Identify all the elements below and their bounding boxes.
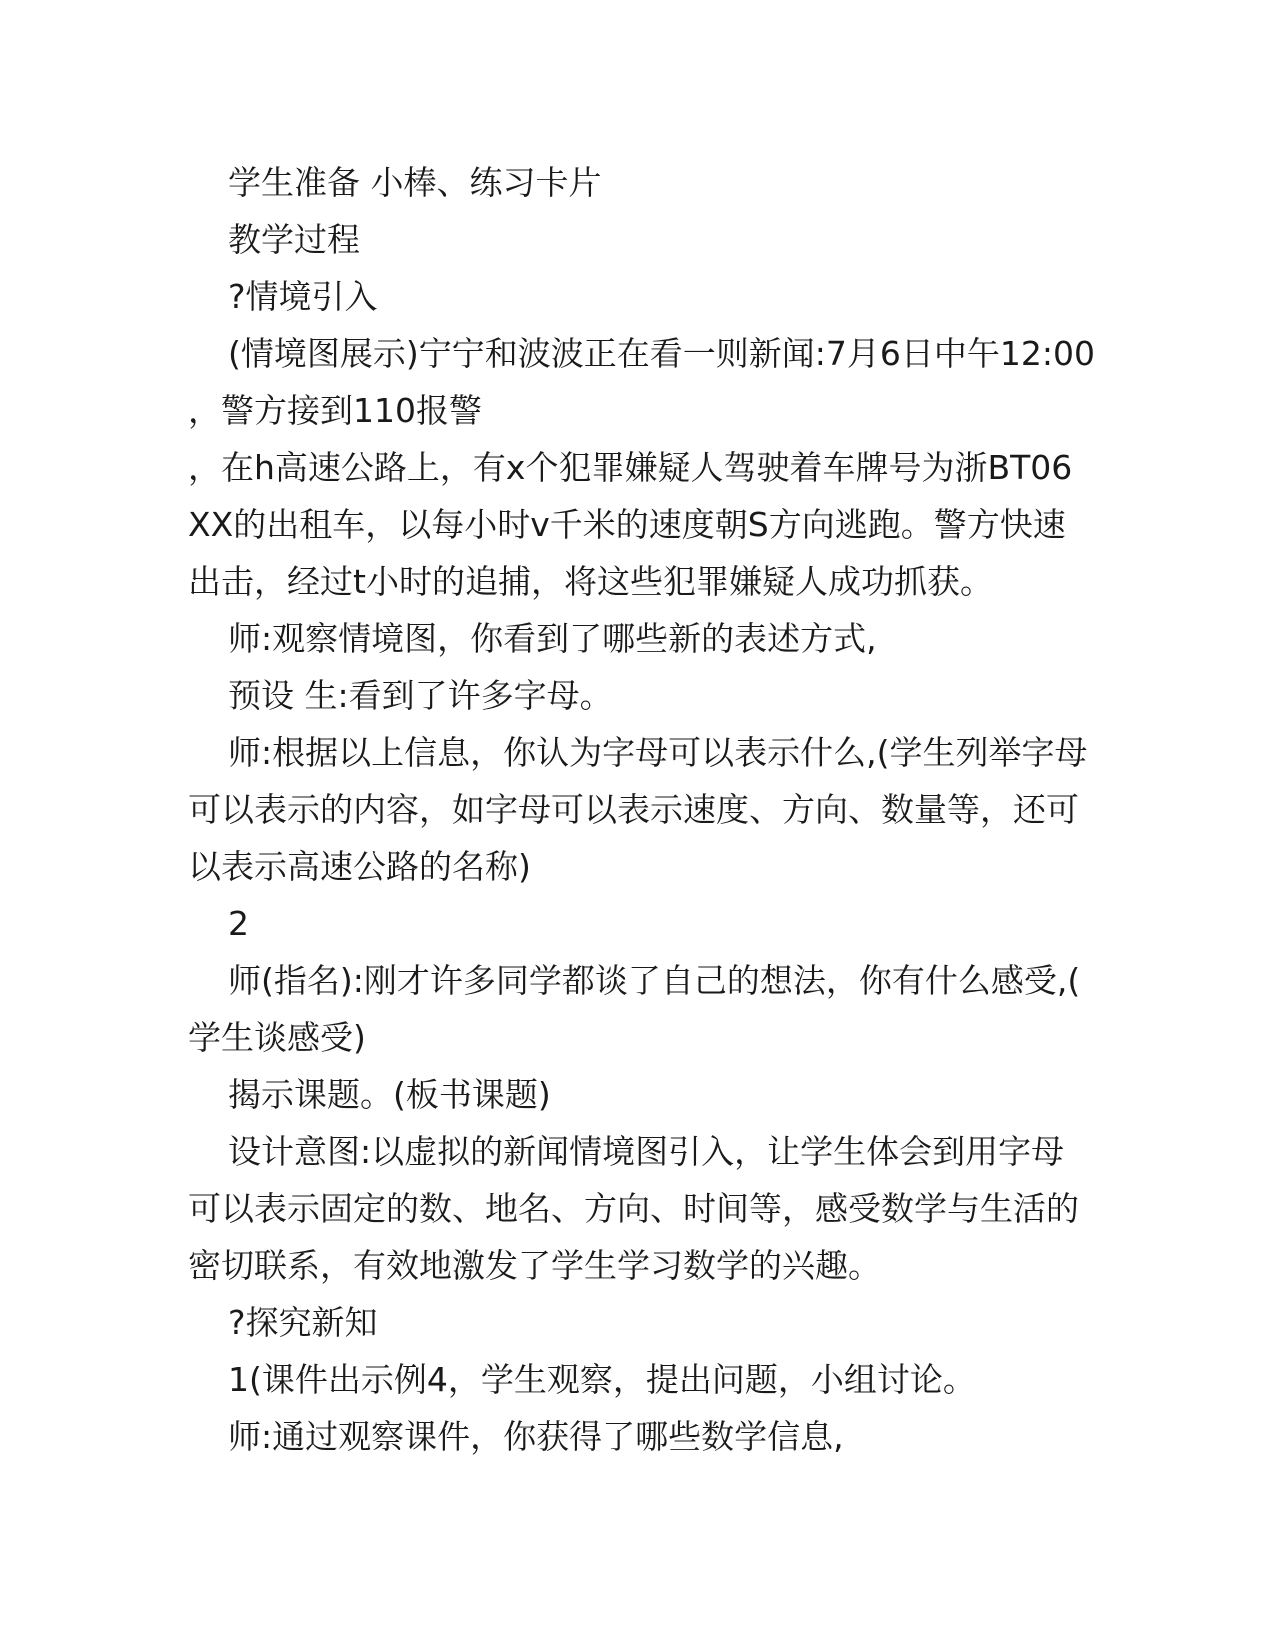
section-heading: ?探究新知 <box>228 1303 378 1342</box>
text-line: 师:通过观察课件，你获得了哪些数学信息, <box>228 1417 844 1456</box>
document-body <box>188 154 1095 1465</box>
section-heading: 教学过程 <box>228 220 360 259</box>
text-line: 师:根据以上信息，你认为字母可以表示什么,(学生列举字母 <box>228 733 1088 772</box>
text-line: 以表示高速公路的名称) <box>188 847 531 886</box>
text-line: 师:观察情境图，你看到了哪些新的表述方式, <box>228 619 877 658</box>
text-line: ，在h高速公路上，有x个犯罪嫌疑人驾驶着车牌号为浙BT06 <box>188 448 1073 487</box>
page-number: 2 <box>228 904 249 943</box>
text-line: 密切联系，有效地激发了学生学习数学的兴趣。 <box>188 1246 881 1285</box>
text-line: 揭示课题。(板书课题) <box>228 1075 551 1114</box>
text-line: ，警方接到110报警 <box>188 391 482 430</box>
text-line: 出击，经过t小时的追捕，将这些犯罪嫌疑人成功抓获。 <box>188 562 993 601</box>
text-line: 学生准备 小棒、练习卡片 <box>228 163 602 202</box>
text-line: 预设 生:看到了许多字母。 <box>228 676 613 715</box>
section-heading: ?情境引入 <box>228 277 378 316</box>
text-line: 师(指名):刚才许多同学都谈了自己的想法，你有什么感受,( <box>228 961 1081 1000</box>
text-line: XX的出租车，以每小时v千米的速度朝S方向逃跑。警方快速 <box>188 505 1066 544</box>
text-line: 1(课件出示例4，学生观察，提出问题，小组讨论。 <box>228 1360 976 1399</box>
text-line: 学生谈感受) <box>188 1018 366 1057</box>
text-line: (情境图展示)宁宁和波波正在看一则新闻:7月6日中午12:00 <box>228 334 1095 373</box>
text-line: 设计意图:以虚拟的新闻情境图引入，让学生体会到用字母 <box>228 1132 1065 1171</box>
text-line: 可以表示固定的数、地名、方向、时间等，感受数学与生活的 <box>188 1189 1079 1228</box>
text-line: 可以表示的内容，如字母可以表示速度、方向、数量等，还可 <box>188 790 1079 829</box>
